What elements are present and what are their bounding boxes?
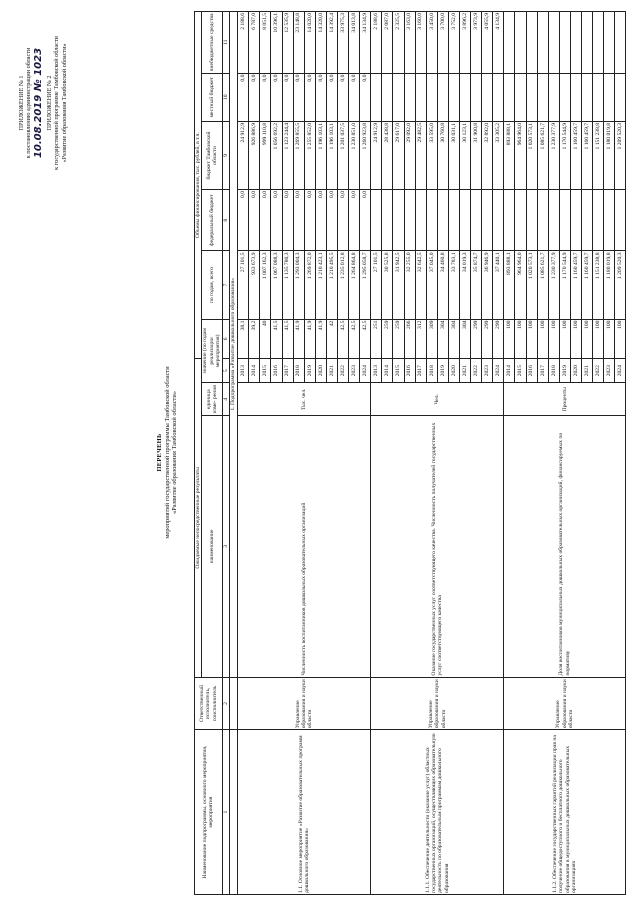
cell-regional: 999 110,8: [260, 121, 271, 189]
cell-total: 37 440,1: [493, 251, 504, 319]
cell-total: 33 783,1: [448, 251, 459, 319]
cell-value: 42,5: [337, 319, 348, 359]
cell-regional: 1 201 037,5: [337, 121, 348, 189]
cell-local: [404, 73, 415, 121]
cell-year: 2024: [360, 359, 371, 383]
cell-local: [448, 73, 459, 121]
cell-total: 34 460,8: [437, 251, 448, 319]
cell-total: 1 230 377,9: [548, 251, 559, 319]
cell-year: 2015: [515, 359, 526, 383]
colnum-1: 1: [222, 730, 230, 895]
cell-local: 0,0: [293, 73, 304, 121]
cell-value: 251: [371, 319, 382, 359]
cell-local: 0,0: [271, 73, 282, 121]
cell-total: 1 180 019,8: [604, 251, 615, 319]
cell-regional: 964 964,0: [515, 121, 526, 189]
cell-federal: [559, 190, 570, 251]
cell-year: 2021: [460, 359, 471, 383]
cell-extra: [537, 12, 548, 74]
cell-local: [471, 73, 482, 121]
cell-extra: 23 148,8: [293, 12, 304, 74]
cell-year: 2019: [559, 359, 570, 383]
cell-extra: [615, 12, 626, 74]
cell-regional: 1 209 520,3: [615, 121, 626, 189]
cell-local: [415, 73, 426, 121]
cell-regional: 1 160 459,7: [570, 121, 581, 189]
title-line-1: ПЕРЕЧЕНЬ: [156, 433, 163, 472]
cell-federal: [515, 190, 526, 251]
cell-value: 41,9: [304, 319, 315, 359]
cell-value: 304: [448, 319, 459, 359]
cell-regional: 926 886,9: [249, 121, 260, 189]
cell-regional: 1 180 019,8: [604, 121, 615, 189]
header-total: по годам, всего: [202, 251, 222, 319]
cell-local: [460, 73, 471, 121]
cell-regional: 1 020 573,1: [526, 121, 537, 189]
table-row: [504, 12, 515, 895]
cell-federal: 0,0: [238, 190, 249, 251]
title-line-3: «Развитие образования Тамбовской области»: [171, 391, 179, 514]
cell-year: 2014: [504, 359, 515, 383]
cell-extra: 2 325,5: [393, 12, 404, 74]
cell-value: 100: [559, 319, 570, 359]
cell-federal: [448, 190, 459, 251]
cell-local: 0,0: [260, 73, 271, 121]
cell-total: 1 264 864,8: [349, 251, 360, 319]
cell-extra: 34 013,8: [349, 12, 360, 74]
cell-value: 38,1: [238, 319, 249, 359]
cell-year: 2013: [238, 359, 249, 383]
section-title: 1. Подпрограмма «Развитие дошкольного образования»: [230, 12, 238, 678]
cell-regional: 30 123,1: [460, 121, 471, 189]
cell-federal: 0,0: [293, 190, 304, 251]
cell-extra: 2 188,6: [371, 12, 382, 74]
colnum-2: 2: [222, 677, 230, 730]
header-results: Ожидаемые непосредственные результаты: [195, 359, 202, 677]
cell-local: 0,0: [349, 73, 360, 121]
cell-federal: [471, 190, 482, 251]
cell-year: 2020: [448, 359, 459, 383]
cell-year: 2014: [382, 359, 393, 383]
cell-federal: [415, 190, 426, 251]
cell-year: 2022: [471, 359, 482, 383]
appendix-line-3: ПРИЛОЖЕНИЕ № 2: [45, 75, 53, 131]
cell-extra: 6 787,0: [249, 12, 260, 74]
cell-value: 299: [482, 319, 493, 359]
colnum-10: 10: [222, 73, 230, 121]
appendix-header: [18, 28, 68, 178]
cell-federal: [493, 190, 504, 251]
cell-year: 2016: [404, 359, 415, 383]
cell-extra: [593, 12, 604, 74]
cell-extra: 3 752,0: [448, 12, 459, 74]
colnum-8: 8: [222, 190, 230, 251]
cell-total: 1 210 423,1: [315, 251, 326, 319]
cell-local: [570, 73, 581, 121]
cell-year: 2018: [426, 359, 437, 383]
cell-federal: [615, 190, 626, 251]
cell-extra: 4 055,9: [482, 12, 493, 74]
cell-total: 35 874,7: [471, 251, 482, 319]
cell-federal: [504, 190, 515, 251]
cell-federal: [404, 190, 415, 251]
cell-extra: 3 700,0: [437, 12, 448, 74]
cell-federal: [526, 190, 537, 251]
table-body: [238, 12, 626, 895]
cell-regional: 32 892,0: [482, 121, 493, 189]
cell-local: [437, 73, 448, 121]
cell-extra: 33 975,3: [337, 12, 348, 74]
cell-total: 1 135 780,3: [282, 251, 293, 319]
cell-federal: [426, 190, 437, 251]
measure-result: Численность воспитанников дошкольных образовательных организаций: [238, 416, 371, 677]
cell-total: 27 101,5: [371, 251, 382, 319]
cell-year: 2020: [570, 359, 581, 383]
cell-year: 2024: [615, 359, 626, 383]
cell-value: 299: [493, 319, 504, 359]
cell-value: 304: [437, 319, 448, 359]
cell-year: 2020: [315, 359, 326, 383]
measure-name: 1.1. Основное мероприятие «Развитие образовательных программ дошкольного образования»: [238, 730, 371, 895]
header-name: Наименование подпрограммы, основного мероприятия, мероприятия: [195, 730, 223, 895]
header-federal: федеральный бюджет: [202, 190, 222, 251]
cell-regional: 1 160 459,7: [582, 121, 593, 189]
cell-total: 36 946,9: [482, 251, 493, 319]
cell-year: 2015: [393, 359, 404, 383]
cell-value: 42: [326, 319, 337, 359]
table-row: [238, 12, 249, 895]
cell-federal: 0,0: [337, 190, 348, 251]
cell-value: 259: [382, 319, 393, 359]
cell-federal: 0,0: [271, 190, 282, 251]
cell-federal: [460, 190, 471, 251]
cell-total: 1 269 872,0: [304, 251, 315, 319]
cell-local: 0,0: [360, 73, 371, 121]
cell-local: [593, 73, 604, 121]
cell-year: 2019: [437, 359, 448, 383]
cell-year: 2017: [415, 359, 426, 383]
header-result-name: наименование: [202, 416, 222, 677]
cell-regional: 1 196 103,1: [315, 121, 326, 189]
cell-value: 266: [404, 319, 415, 359]
cell-extra: 3 450,0: [426, 12, 437, 74]
cell-regional: 1 260 923,8: [360, 121, 371, 189]
header-local: местный бюджет: [202, 73, 222, 121]
cell-local: 0,0: [326, 73, 337, 121]
cell-local: [504, 73, 515, 121]
cell-year: 2017: [282, 359, 293, 383]
cell-local: [526, 73, 537, 121]
cell-total: 1 209 520,3: [615, 251, 626, 319]
cell-local: [371, 73, 382, 121]
cell-value: 100: [604, 319, 615, 359]
cell-federal: 0,0: [282, 190, 293, 251]
cell-total: 32 642,5: [415, 251, 426, 319]
measure-unit: Проценты: [504, 383, 626, 416]
document-title: [156, 0, 179, 905]
appendix-line-4: к государственной программе Тамбовской области: [53, 36, 61, 170]
cell-total: 32 255,0: [404, 251, 415, 319]
measure-responsible: Управление образования и науки области: [371, 677, 504, 730]
cell-extra: 2 188,6: [238, 12, 249, 74]
cell-value: 41,9: [315, 319, 326, 359]
cell-local: [382, 73, 393, 121]
cell-extra: 10 396,1: [271, 12, 282, 74]
measure-responsible: Управление образования и науки области: [504, 677, 626, 730]
colnum-4: 4: [222, 383, 230, 416]
appendix-line-5: «Развитие образования Тамбовской области»: [60, 43, 68, 163]
cell-year: 2023: [604, 359, 615, 383]
header-regional: бюджет Тамбовской области: [202, 121, 222, 189]
cell-value: 304: [460, 319, 471, 359]
cell-year: 2021: [326, 359, 337, 383]
cell-year: 2023: [349, 359, 360, 383]
cell-year: 2013: [371, 359, 382, 383]
cell-regional: 1 123 244,4: [282, 121, 293, 189]
cell-local: 0,0: [282, 73, 293, 121]
colnum-5: 5: [222, 359, 230, 383]
cell-federal: [382, 190, 393, 251]
cell-value: 41,5: [282, 319, 293, 359]
cell-extra: [582, 12, 593, 74]
measure-name: 1.1.2. Обеспечение государственных гарантий реализации прав на получение общедоступного и бесплатного дошкольного образования в муниципальных дошкольных образовательных организациях: [504, 730, 626, 895]
cell-value: 259: [393, 319, 404, 359]
cell-local: [559, 73, 570, 121]
title-line-2: мероприятий государственной программы Тамбовской области: [163, 366, 171, 539]
cell-federal: [371, 190, 382, 251]
cell-total: 1 020 573,1: [526, 251, 537, 319]
cell-value: 100: [615, 319, 626, 359]
cell-year: 2019: [304, 359, 315, 383]
cell-value: 41,9: [293, 319, 304, 359]
cell-total: 34 019,3: [460, 251, 471, 319]
cell-total: 1 170 544,9: [559, 251, 570, 319]
cell-year: 2016: [526, 359, 537, 383]
cell-total: 1 210 495,5: [326, 251, 337, 319]
cell-regional: 33 305,2: [493, 121, 504, 189]
appendix-line-1: ПРИЛОЖЕНИЕ № 1: [18, 75, 25, 131]
measures-table: [194, 11, 626, 895]
header-unit: единица изме- рения: [202, 383, 222, 416]
appendix-line-2: к постановлению администрации области: [25, 47, 33, 159]
cell-regional: 29 617,0: [393, 121, 404, 189]
cell-federal: 0,0: [315, 190, 326, 251]
cell-regional: 1 255 852,0: [304, 121, 315, 189]
cell-year: 2018: [548, 359, 559, 383]
colnum-7: 7: [222, 251, 230, 319]
cell-total: 30 525,8: [382, 251, 393, 319]
cell-extra: [515, 12, 526, 74]
cell-year: 2015: [260, 359, 271, 383]
cell-extra: 3 973,9: [471, 12, 482, 74]
cell-extra: 14 320,0: [315, 12, 326, 74]
cell-total: 37 045,0: [426, 251, 437, 319]
cell-federal: [604, 190, 615, 251]
cell-regional: 1 230 851,0: [349, 121, 360, 189]
cell-value: 299: [471, 319, 482, 359]
cell-total: 27 101,5: [238, 251, 249, 319]
table-row: [371, 12, 382, 895]
cell-extra: 14 392,4: [326, 12, 337, 74]
measure-unit: Чел.: [371, 383, 504, 416]
cell-extra: 8 051,5: [260, 12, 271, 74]
cell-federal: 0,0: [249, 190, 260, 251]
measure-result: Оказание государственных услуг соответствующего качества. Численность получателей государственных услуг соответствующего качества: [371, 416, 504, 677]
cell-total: 893 888,1: [504, 251, 515, 319]
cell-extra: [504, 12, 515, 74]
cell-extra: 14 020,0: [304, 12, 315, 74]
cell-local: 0,0: [249, 73, 260, 121]
cell-federal: 0,0: [326, 190, 337, 251]
measure-unit: Тыс. чел.: [238, 383, 371, 416]
cell-extra: 3 896,2: [460, 12, 471, 74]
cell-local: [548, 73, 559, 121]
cell-extra: 3 160,0: [415, 12, 426, 74]
cell-total: 1 160 459,7: [582, 251, 593, 319]
cell-local: 0,0: [337, 73, 348, 121]
cell-federal: [482, 190, 493, 251]
cell-value: 100: [537, 319, 548, 359]
cell-extra: [570, 12, 581, 74]
cell-year: 2022: [593, 359, 604, 383]
cell-federal: [437, 190, 448, 251]
cell-local: [615, 73, 626, 121]
cell-regional: 28 438,8: [382, 121, 393, 189]
cell-regional: 1 196 103,1: [326, 121, 337, 189]
cell-total: 31 942,5: [393, 251, 404, 319]
cell-regional: 1 056 692,2: [271, 121, 282, 189]
cell-regional: 1 170 544,9: [559, 121, 570, 189]
header-responsible: Ответственный исполнитель, соисполнитель: [195, 677, 223, 730]
cell-local: [393, 73, 404, 121]
cell-extra: [548, 12, 559, 74]
cell-regional: 1 269 855,5: [293, 121, 304, 189]
cell-total: 1 293 004,3: [293, 251, 304, 319]
cell-year: 2024: [493, 359, 504, 383]
cell-regional: 1 085 621,7: [537, 121, 548, 189]
cell-local: [604, 73, 615, 121]
cell-extra: 2 087,0: [382, 12, 393, 74]
cell-total: 1 067 088,3: [271, 251, 282, 319]
cell-local: [426, 73, 437, 121]
colnum-11: 11: [222, 12, 230, 74]
cell-value: 100: [504, 319, 515, 359]
cell-value: 40: [260, 319, 271, 359]
cell-federal: 0,0: [260, 190, 271, 251]
cell-total: 1 151 238,8: [593, 251, 604, 319]
cell-value: 42,5: [360, 319, 371, 359]
cell-year: 2014: [249, 359, 260, 383]
cell-total: 1 085 621,7: [537, 251, 548, 319]
cell-local: [482, 73, 493, 121]
cell-value: 312: [415, 319, 426, 359]
cell-local: 0,0: [304, 73, 315, 121]
cell-value: 100: [515, 319, 526, 359]
header-funding: Объемы финансирования, тыс. рублей, в т.ч.: [195, 12, 202, 359]
cell-year: 2023: [482, 359, 493, 383]
cell-regional: 30 031,1: [448, 121, 459, 189]
cell-regional: 33 595,0: [426, 121, 437, 189]
cell-federal: [570, 190, 581, 251]
cell-value: 100: [548, 319, 559, 359]
cell-regional: 30 760,8: [437, 121, 448, 189]
cell-total: 933 673,9: [249, 251, 260, 319]
cell-extra: 3 163,0: [404, 12, 415, 74]
cell-extra: 34 134,9: [360, 12, 371, 74]
cell-federal: 0,0: [349, 190, 360, 251]
cell-value: 39,2: [249, 319, 260, 359]
cell-federal: [593, 190, 604, 251]
cell-year: 2021: [582, 359, 593, 383]
cell-total: 964 964,0: [515, 251, 526, 319]
cell-extra: 12 535,9: [282, 12, 293, 74]
cell-federal: [582, 190, 593, 251]
colnum-9: 9: [222, 121, 230, 189]
cell-value: 100: [582, 319, 593, 359]
cell-total: 1 295 058,7: [360, 251, 371, 319]
cell-total: 1 160 459,7: [570, 251, 581, 319]
cell-year: 2022: [337, 359, 348, 383]
cell-extra: [559, 12, 570, 74]
cell-local: 0,0: [238, 73, 249, 121]
cell-local: [493, 73, 504, 121]
cell-extra: [526, 12, 537, 74]
cell-federal: [548, 190, 559, 251]
cell-regional: 24 912,9: [371, 121, 382, 189]
cell-value: 100: [593, 319, 604, 359]
cell-regional: 24 912,9: [238, 121, 249, 189]
colnum-3: 3: [222, 416, 230, 677]
cell-value: 100: [526, 319, 537, 359]
cell-year: 2016: [271, 359, 282, 383]
measure-responsible: Управление образования и науки области: [238, 677, 371, 730]
cell-total: 1 007 162,3: [260, 251, 271, 319]
cell-value: 309: [426, 319, 437, 359]
header-extra: внебюджетные средства: [202, 12, 222, 74]
cell-extra: 4 134,9: [493, 12, 504, 74]
handwritten-date: 10.08.2019 № 1023: [32, 47, 44, 159]
cell-regional: 1 151 238,8: [593, 121, 604, 189]
cell-federal: [537, 190, 548, 251]
measure-name: 1.1.1. Обеспечение деятельности (оказание услуг) областных государственных организаций, осуществляющих образовательную деятельность по образовательным программам дошкольного образования: [371, 730, 504, 895]
cell-local: [537, 73, 548, 121]
cell-local: [515, 73, 526, 121]
header-value: значение (по годам реализации мероприятия): [202, 319, 222, 383]
cell-year: 2017: [537, 359, 548, 383]
cell-regional: 1 230 377,9: [548, 121, 559, 189]
cell-federal: [393, 190, 404, 251]
cell-regional: 31 900,8: [471, 121, 482, 189]
cell-year: 2018: [293, 359, 304, 383]
cell-regional: 29 092,0: [404, 121, 415, 189]
cell-value: 100: [570, 319, 581, 359]
cell-local: [582, 73, 593, 121]
cell-extra: [604, 12, 615, 74]
cell-regional: 29 482,5: [415, 121, 426, 189]
cell-value: 42,5: [349, 319, 360, 359]
cell-federal: 0,0: [304, 190, 315, 251]
cell-total: 1 235 012,8: [337, 251, 348, 319]
cell-value: 41,5: [271, 319, 282, 359]
colnum-6: 6: [222, 319, 230, 359]
measure-result: Доля воспитанников муниципальных дошкольных образовательных организаций, финансируемых по нормативу: [504, 416, 626, 677]
cell-local: 0,0: [315, 73, 326, 121]
cell-regional: 893 888,1: [504, 121, 515, 189]
cell-federal: 0,0: [360, 190, 371, 251]
